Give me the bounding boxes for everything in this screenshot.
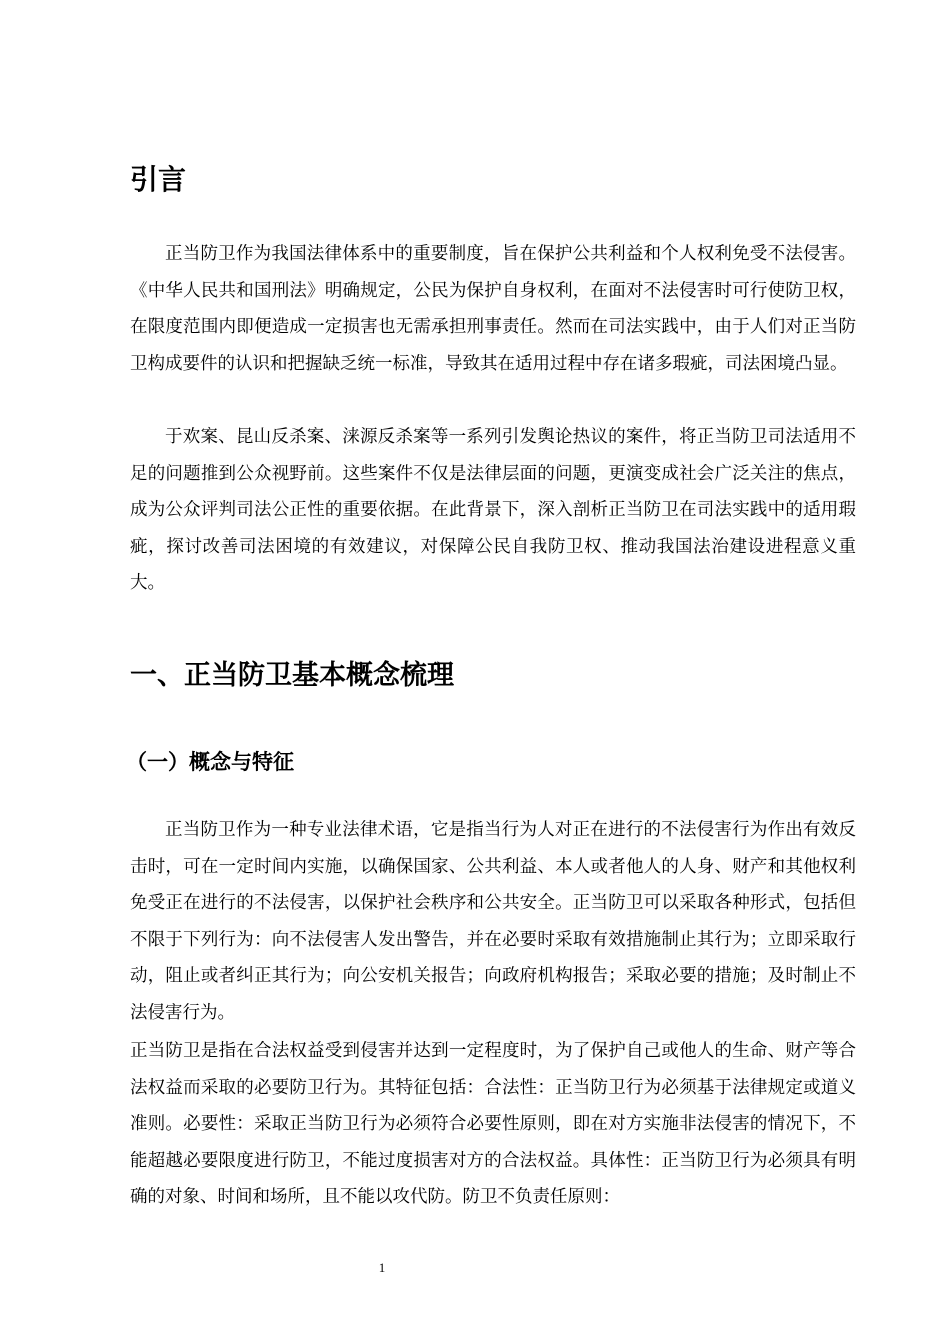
paragraph-intro-1: 正当防卫作为我国法律体系中的重要制度，旨在保护公共利益和个人权利免受不法侵害。《中华人民共和国刑法》明确规定，公民为保护自身权利，在面对不法侵害时可行使防卫权，在限度范围内即便造成一定损害也无需承担刑事责任。然而在司法实践中，由于人们对正当防卫构成要件的认识和把握缺乏统一标准，导致其在适用过程中存在诸多瑕疵，司法困境凸显。: [130, 244, 856, 374]
paragraph-intro-2: 于欢案、昆山反杀案、涞源反杀案等一系列引发舆论热议的案件，将正当防卫司法适用不足的问题推到公众视野前。这些案件不仅是法律层面的问题，更演变成社会广泛关注的焦点，成为公众评判司法公正性的重要依据。在此背景下，深入剖析正当防卫在司法实践中的适用瑕疵，探讨改善司法困境的有效建议，对保障公民自我防卫权、推动我国法治建设进程意义重大。: [130, 427, 856, 593]
heading-introduction: 引言: [130, 163, 187, 196]
heading-subsection-1: （一）概念与特征: [126, 750, 294, 774]
paragraph-concept-1: 正当防卫作为一种专业法律术语，它是指当行为人对正在进行的不法侵害行为作出有效反击时，可在一定时间内实施，以确保国家、公共利益、本人或者他人的人身、财产和其他权利免受正在进行的不法侵害，以保护社会秩序和公共安全。正当防卫可以采取各种形式，包括但不限于下列行为：向不法侵害人发出警告，并在必要时采取有效措施制止其行为；立即采取行动，阻止或者纠正其行为；向公安机关报告；向政府机构报告；采取必要的措施；及时制止不法侵害行为。: [130, 820, 856, 1023]
paragraph-concept-2: 正当防卫是指在合法权益受到侵害并达到一定程度时，为了保护自己或他人的生命、财产等合法权益而采取的必要防卫行为。其特征包括：合法性：正当防卫行为必须基于法律规定或道义准则。必要性：采取正当防卫行为必须符合必要性原则，即在对方实施非法侵害的情况下，不能超越必要限度进行防卫，不能过度损害对方的合法权益。具体性：正当防卫行为必须具有明确的对象、时间和场所，且不能以攻代防。防卫不负责任原则：: [130, 1041, 856, 1207]
page-number: 1: [378, 1260, 386, 1275]
heading-section-1: 一、正当防卫基本概念梳理: [130, 660, 454, 691]
